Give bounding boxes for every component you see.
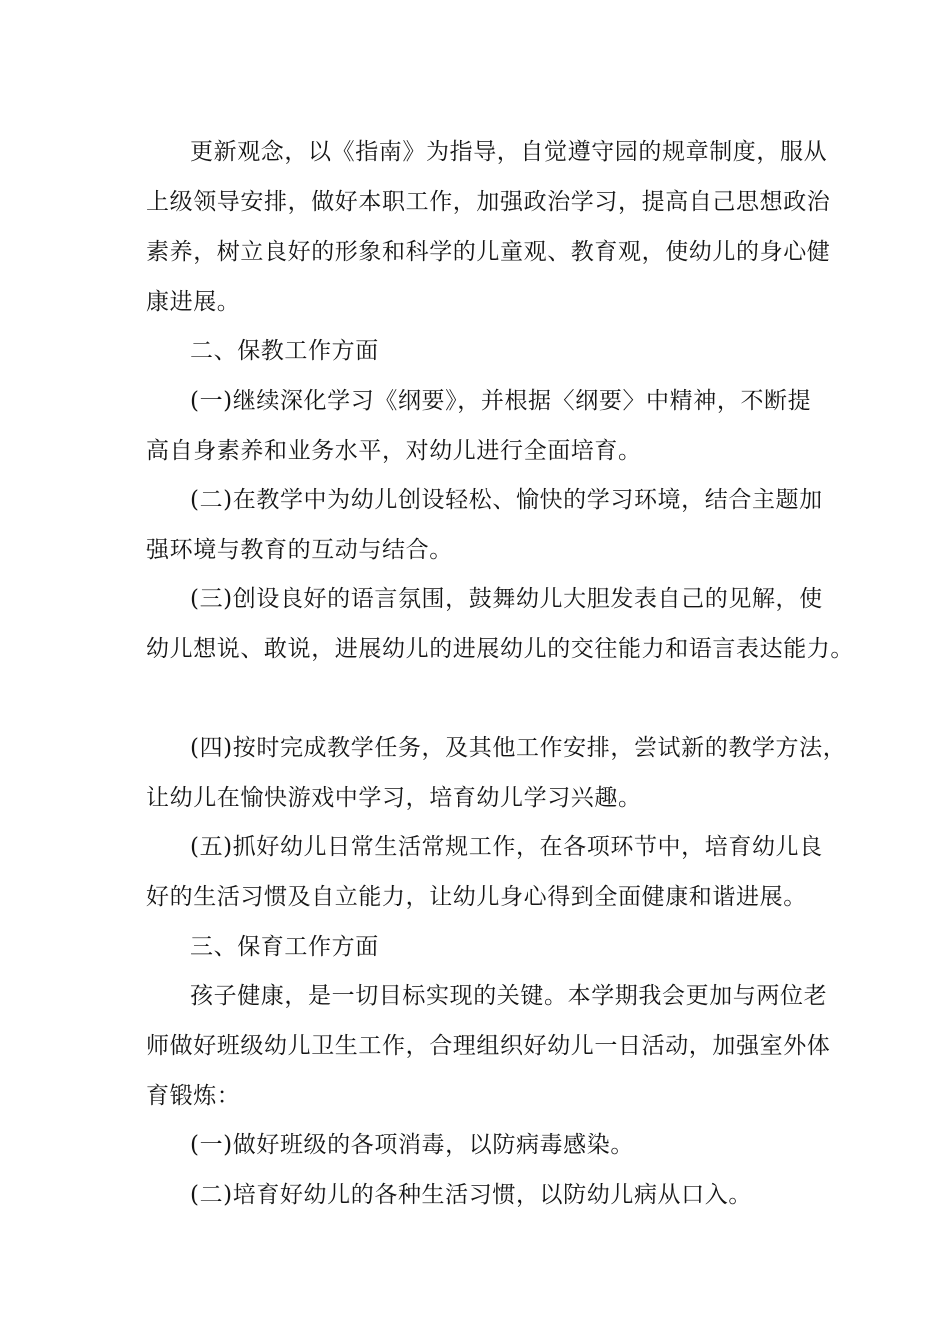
paragraph-line: 好的生活习惯及自立能力，让幼儿身心得到全面健康和谐进展。 (146, 884, 807, 910)
paragraph-line: 上级领导安排，做好本职工作，加强政治学习，提高自己思想政治 (146, 189, 831, 215)
paragraph-line: (五)抓好幼儿日常生活常规工作，在各项环节中，培育幼儿良 (190, 834, 823, 860)
paragraph-line: (二)在教学中为幼儿创设轻松、愉快的学习环境，结合主题加 (190, 487, 823, 513)
paragraph-line: (四)按时完成教学任务，及其他工作安排，尝试新的教学方法， (190, 735, 847, 761)
paragraph-line: (二)培育好幼儿的各种生活习惯，以防幼儿病从口入。 (190, 1182, 752, 1208)
paragraph-line: 高自身素养和业务水平，对幼儿进行全面培育。 (146, 438, 642, 464)
paragraph-line: 更新观念，以《指南》为指导，自觉遵守园的规章制度，服从 (190, 139, 828, 165)
paragraph-line: 强环境与教育的互动与结合。 (146, 537, 453, 563)
paragraph-line: (一)做好班级的各项消毒，以防病毒感染。 (190, 1132, 634, 1158)
paragraph-line: 师做好班级幼儿卫生工作，合理组织好幼儿一日活动，加强室外体 (146, 1033, 831, 1059)
paragraph-line: (三)创设良好的语言氛围，鼓舞幼儿大胆发表自己的见解，使 (190, 586, 823, 612)
paragraph-line: 让幼儿在愉快游戏中学习，培育幼儿学习兴趣。 (146, 785, 642, 811)
paragraph-line: 育锻炼： (146, 1083, 241, 1109)
section-heading: 二、保教工作方面 (190, 338, 379, 364)
paragraph-line: 康进展。 (146, 289, 241, 315)
paragraph-line: 素养，树立良好的形象和科学的儿童观、教育观，使幼儿的身心健 (146, 239, 831, 265)
paragraph-line: 孩子健康，是一切目标实现的关键。本学期我会更加与两位老 (190, 983, 828, 1009)
paragraph-line: (一)继续深化学习《纲要》，并根据〈纲要〉中精神，不断提 (190, 388, 812, 414)
section-heading: 三、保育工作方面 (190, 934, 379, 960)
paragraph-line: 幼儿想说、敢说，进展幼儿的进展幼儿的交往能力和语言表达能力。 (146, 636, 854, 662)
